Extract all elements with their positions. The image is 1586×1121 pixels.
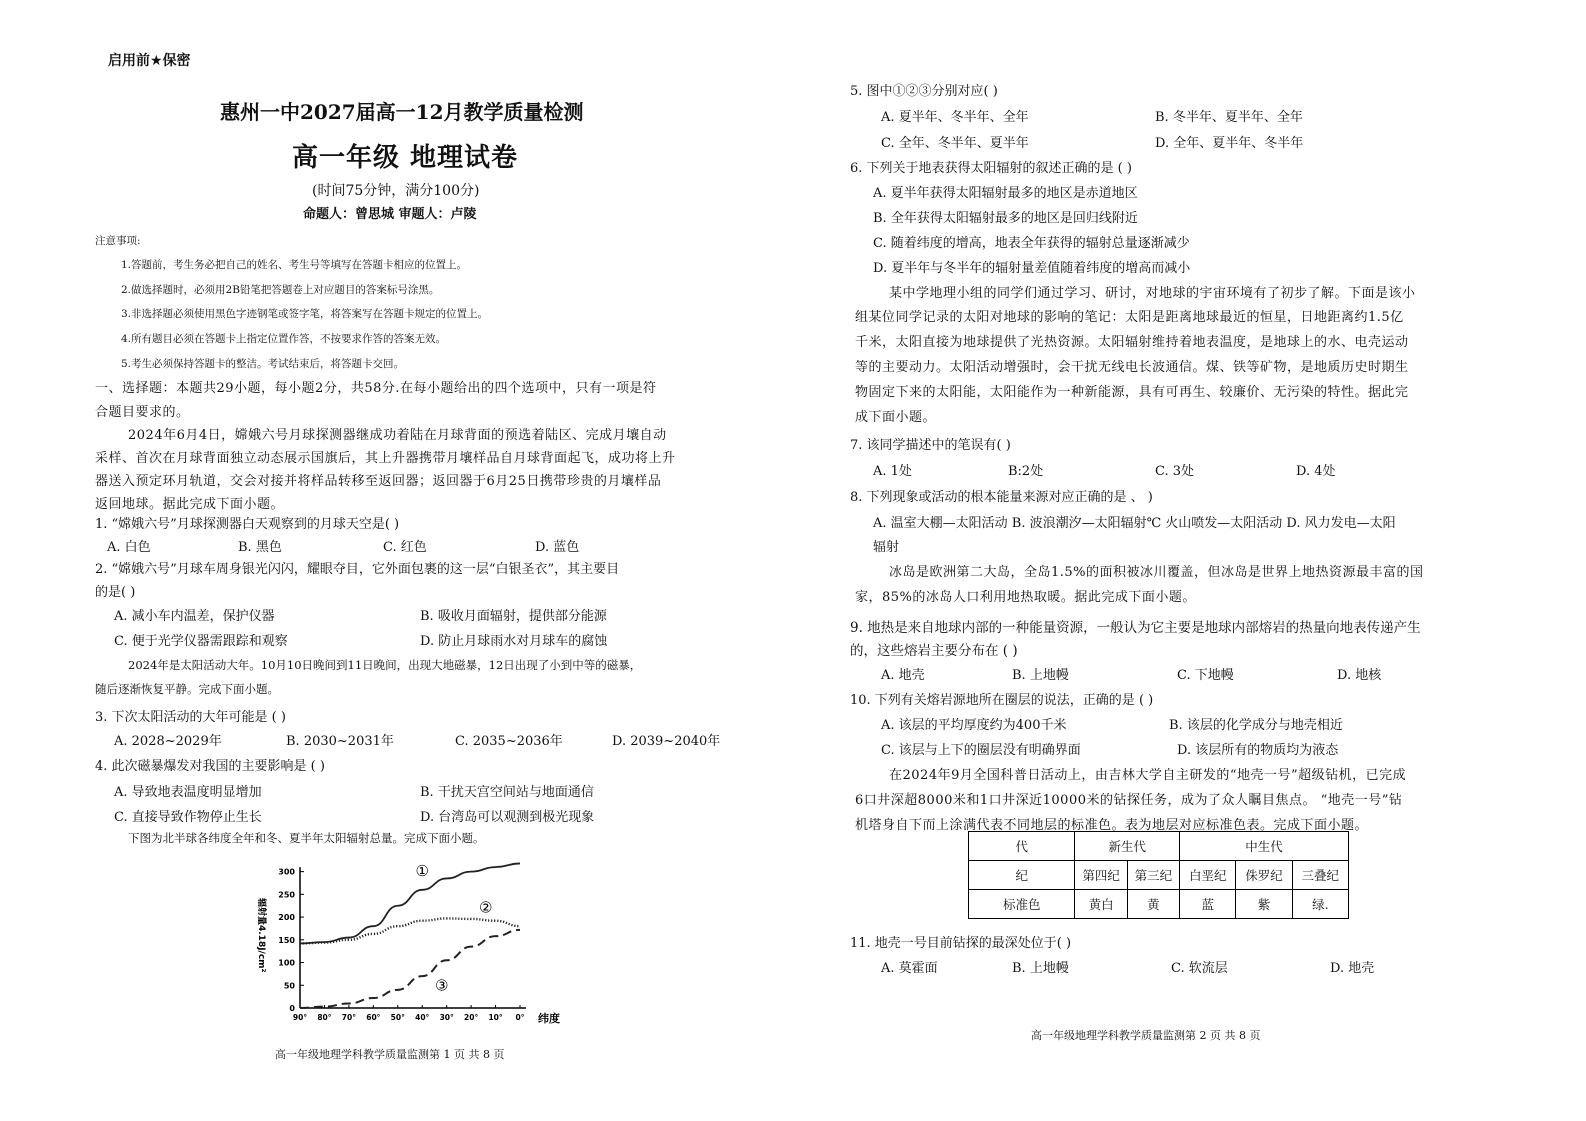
- series-label-1: ①: [415, 862, 429, 881]
- option-a[interactable]: A. 2028~2029年: [114, 734, 222, 749]
- table-header-cell: 标准色: [969, 890, 1075, 919]
- option-b[interactable]: B. 吸收月面辐射，提供部分能源: [420, 609, 607, 624]
- option-b[interactable]: B. 该层的化学成分与地壳相近: [1169, 718, 1343, 733]
- option-b[interactable]: B. 全年获得太阳辐射最多的地区是回归线附近: [873, 211, 1138, 226]
- question-stem-1: 1. “嫦娥六号”月球探测器白天观察到的月球天空是( ): [95, 517, 400, 532]
- option-c[interactable]: C. 红色: [383, 540, 427, 555]
- x-tick-label: 30°: [439, 1013, 454, 1022]
- time-info: (时间75分钟，满分100分): [312, 183, 480, 199]
- option-d[interactable]: D. 2039~2040年: [612, 734, 721, 749]
- series-label-2: ②: [479, 898, 493, 917]
- table-cell: 白垩纪: [1180, 861, 1236, 890]
- question-stem-8: 8. 下列现象或活动的根本能量来源对应正确的是 、 ): [850, 490, 1153, 505]
- option-a[interactable]: A. 1处: [873, 464, 912, 479]
- x-tick-label: 70°: [341, 1013, 356, 1022]
- page-footer: 高一年级地理学科教学质量监测第 1 页 共 8 页: [275, 1048, 505, 1061]
- passage-line: 成下面小题。: [855, 410, 937, 425]
- table-row: [969, 861, 1349, 890]
- option-a[interactable]: A. 莫霍面: [881, 961, 938, 976]
- question-stem-5: 5. 图中①②③分别对应( ): [850, 84, 998, 99]
- option-c[interactable]: C. 全年、冬半年、夏半年: [881, 136, 1029, 151]
- x-tick-label: 80°: [317, 1013, 332, 1022]
- x-tick-label: 60°: [366, 1013, 381, 1022]
- x-axis-title: 纬度: [538, 1012, 560, 1025]
- y-tick-label: 0: [289, 1004, 295, 1013]
- table-cell: 第三纪: [1127, 861, 1179, 890]
- question-stem-2-cont: 的是( ): [95, 585, 136, 600]
- question-8-options-cont: 辐射: [873, 540, 900, 555]
- table-header-cell: 纪: [969, 861, 1075, 890]
- y-tick-label: 300: [278, 867, 295, 877]
- passage-line: 机塔身自下而上涂满代表不同地层的标准色。表为地层对应标准色表。完成下面小题。: [855, 818, 1369, 833]
- series-line-2: [300, 918, 520, 943]
- question-stem-3: 3. 下次太阳活动的大年可能是 ( ): [95, 710, 286, 725]
- passage-line: 等的主要动力。太阳活动增强时，会干扰无线电长波通信。煤、铁等矿物，是地质历史时期生: [855, 360, 1409, 375]
- y-axis-title: 辐射量4.18J/cm²: [256, 898, 266, 973]
- stratum-color-table: [968, 831, 1349, 919]
- option-d[interactable]: D. 地核: [1337, 668, 1382, 683]
- passage-line: 在2024年9月全国科普日活动上，由吉林大学自主研发的“地壳一号”超级钻机，已完成: [889, 768, 1407, 783]
- notice-item: 1.答题前，考生务必把自己的姓名、考生号等填写在答题卡相应的位置上。: [121, 259, 468, 271]
- passage-line: 冰岛是欧洲第二大岛，全岛1.5%的面积被冰川覆盖，但冰岛是世界上地热资源最丰富的国: [889, 565, 1424, 580]
- option-d[interactable]: D. 台湾岛可以观测到极光现象: [420, 810, 595, 825]
- y-tick-label: 250: [278, 890, 295, 900]
- option-a[interactable]: A. 减小车内温差，保护仪器: [114, 609, 275, 624]
- chart-intro: 下图为北半球各纬度全年和冬、夏半年太阳辐射总量。完成下面小题。: [128, 831, 485, 845]
- x-tick-label: 10°: [488, 1013, 503, 1022]
- page-footer: 高一年级地理学科教学质量监测第 2 页 共 8 页: [1031, 1029, 1261, 1042]
- table-cell: 第四纪: [1075, 861, 1127, 890]
- passage-line: 器送入预定环月轨道，交会对接并将样品转移至返回器；返回器于6月25日携带珍贵的月壤样品: [95, 474, 662, 489]
- passage-line: 采样、首次在月球背面独立动态展示国旗后，其上升器携带月壤样品自月球背面起飞，成功将上升: [95, 451, 676, 466]
- passage-line: 2024年是太阳活动大年。10月10日晚间到11日晚间，出现大地磁暴，12日出现了小到中等的磁暴，: [128, 658, 642, 672]
- question-stem-4: 4. 此次磁暴爆发对我国的主要影响是 ( ): [95, 759, 325, 774]
- notice-item: 5.考生必须保持答题卡的整洁。考试结束后，将答题卡交回。: [121, 358, 405, 370]
- table-cell: 紫: [1236, 890, 1292, 919]
- subject-title: 高一年级 地理试卷: [292, 143, 519, 173]
- option-a[interactable]: A. 导致地表温度明显增加: [114, 785, 262, 800]
- option-c[interactable]: C. 3处: [1155, 464, 1195, 479]
- notice-item: 3.非选择题必须使用黑色字迹钢笔或签字笔，将答案写在答题卡规定的位置上。: [121, 308, 489, 320]
- option-c[interactable]: C. 随着纬度的增高，地表全年获得的辐射总量逐渐减少: [873, 236, 1190, 251]
- option-d[interactable]: D. 该层所有的物质均为液态: [1177, 743, 1339, 758]
- option-a[interactable]: A. 该层的平均厚度约为400千米: [881, 718, 1067, 733]
- table-cell: 黄白: [1075, 890, 1127, 919]
- option-d[interactable]: D. 夏半年与冬半年的辐射量差值随着纬度的增高而减小: [873, 261, 1191, 276]
- passage-line: 某中学地理小组的同学们通过学习、研讨，对地球的宇宙环境有了初步了解。下面是该小: [889, 286, 1416, 301]
- passage-line: 千米，太阳直接为地球提供了光热资源。太阳辐射维持着地表温度，是地球上的水、电壳运动: [855, 335, 1409, 350]
- option-a[interactable]: A. 夏半年、冬半年、全年: [881, 110, 1029, 125]
- option-b[interactable]: B. 上地幔: [1012, 668, 1069, 683]
- question-stem-9: 9. 地热是来自地球内部的一种能量资源，一般认为它主要是地球内部熔岩的热量向地表传递产生: [850, 620, 1421, 636]
- option-d[interactable]: D. 全年、夏半年、冬半年: [1155, 136, 1304, 151]
- option-b[interactable]: B. 黑色: [238, 540, 282, 555]
- table-cell: 绿.: [1292, 890, 1348, 919]
- page-right: [793, 0, 1586, 1121]
- table-header-cell: 代: [969, 832, 1075, 861]
- section-heading-cont: 合题目要求的。: [95, 405, 190, 420]
- section-heading: 一、选择题：本题共29小题，每小题2分，共58分.在每小题给出的四个选项中，只有一项是符: [95, 381, 657, 396]
- passage-line: 6口井深超8000米和1口井深近10000米的钻探任务，成为了众人瞩目焦点。 “地壳一号”钻: [855, 793, 1403, 808]
- option-b[interactable]: B. 干扰天宫空间站与地面通信: [420, 785, 594, 800]
- passage-line: 随后逐渐恢复平静。完成下面小题。: [95, 682, 279, 696]
- y-tick-label: 150: [278, 935, 295, 945]
- option-d[interactable]: D. 蓝色: [535, 540, 580, 555]
- table-row: [969, 832, 1349, 861]
- question-stem-7: 7. 该同学描述中的笔误有( ): [850, 438, 1011, 453]
- x-tick-label: 90°: [292, 1013, 308, 1022]
- option-b[interactable]: B. 2030~2031年: [286, 734, 394, 749]
- question-stem-9-cont: 的，这些熔岩主要分布在 ( ): [850, 643, 1018, 659]
- x-tick-label: 40°: [415, 1013, 430, 1022]
- option-c[interactable]: C. 软流层: [1171, 961, 1228, 976]
- passage-line: 物固定下来的太阳能，太阳能作为一种新能源，具有可再生、较廉价、无污染的特性。据此完: [855, 385, 1409, 400]
- option-b[interactable]: B:2处: [1008, 464, 1044, 479]
- option-c[interactable]: C. 2035~2036年: [455, 734, 563, 749]
- passage-line: 返回地球。据此完成下面小题。: [95, 497, 285, 512]
- x-tick-label: 50°: [390, 1013, 405, 1022]
- passage-line: 2024年6月4日，嫦娥六号月球探测器继成功着陆在月球背面的预选着陆区、完成月壤自动: [128, 428, 667, 443]
- notice-heading: 注意事项:: [95, 235, 141, 247]
- y-tick-label: 100: [278, 958, 295, 968]
- confidential-label: 启用前★保密: [108, 53, 191, 69]
- x-tick-label: 20°: [464, 1013, 479, 1022]
- question-stem-10: 10. 下列有关熔岩源地所在圈层的说法，正确的是 ( ): [850, 693, 1154, 708]
- option-c[interactable]: C. 直接导致作物停止生长: [114, 810, 262, 825]
- table-cell: 三叠纪: [1292, 861, 1348, 890]
- option-b[interactable]: B. 冬半年、夏半年、全年: [1155, 110, 1303, 125]
- authors-line: 命题人：曾思城 审题人：卢陵: [303, 207, 477, 222]
- radiation-chart: [245, 845, 575, 1030]
- option-a[interactable]: A. 夏半年获得太阳辐射最多的地区是赤道地区: [873, 186, 1138, 201]
- question-stem-2: 2. “嫦娥六号”月球车周身银光闪闪，耀眼夺目，它外面包裹的这一层“白银圣衣”，其主要目: [95, 562, 620, 577]
- option-a[interactable]: A. 地壳: [881, 668, 925, 683]
- option-c[interactable]: C. 下地幔: [1177, 668, 1234, 683]
- notice-item: 2.做选择题时，必须用2B铅笔把答题卷上对应题目的答案标号涂黑。: [121, 284, 440, 296]
- table-cell: 中生代: [1180, 832, 1349, 861]
- y-tick-label: 50: [283, 981, 295, 991]
- table-cell: 新生代: [1075, 832, 1180, 861]
- y-tick-label: 200: [278, 913, 295, 923]
- option-d[interactable]: D. 防止月球雨水对月球车的腐蚀: [420, 634, 608, 649]
- option-b[interactable]: B. 上地幔: [1012, 961, 1069, 976]
- question-8-options[interactable]: A. 温室大棚—太阳活动 B. 波浪潮汐—太阳辐射℃ 火山喷发—太阳活动 D. 风力发电—太阳: [873, 516, 1396, 531]
- passage-line: 组某位同学记录的太阳对地球的影响的笔记：太阳是距离地球最近的恒星，日地距离约1.5亿: [855, 310, 1404, 325]
- table-cell: 黄: [1127, 890, 1179, 919]
- question-stem-6: 6. 下列关于地表获得太阳辐射的叙述正确的是 ( ): [850, 161, 1132, 176]
- option-d[interactable]: D. 4处: [1296, 464, 1336, 479]
- option-c[interactable]: C. 便于光学仪器需跟踪和观察: [114, 634, 288, 649]
- x-tick-label: 0°: [515, 1013, 525, 1022]
- notice-item: 4.所有题目必须在答题卡上指定位置作答，不按要求作答的答案无效。: [121, 333, 447, 345]
- series-label-3: ③: [435, 976, 449, 995]
- table-cell: 侏罗纪: [1236, 861, 1292, 890]
- option-d[interactable]: D. 地壳: [1330, 961, 1375, 976]
- question-stem-11: 11. 地壳一号目前钻探的最深处位于( ): [850, 936, 1072, 951]
- table-cell: 蓝: [1180, 890, 1236, 919]
- passage-line: 家，85%的冰岛人口利用地热取暖。据此完成下面小题。: [855, 590, 1196, 605]
- exam-title: 惠州一中2027届高一12月教学质量检测: [220, 100, 584, 124]
- table-row: [969, 890, 1349, 919]
- option-c[interactable]: C. 该层与上下的圈层没有明确界面: [881, 743, 1081, 758]
- option-a[interactable]: A. 白色: [107, 540, 151, 555]
